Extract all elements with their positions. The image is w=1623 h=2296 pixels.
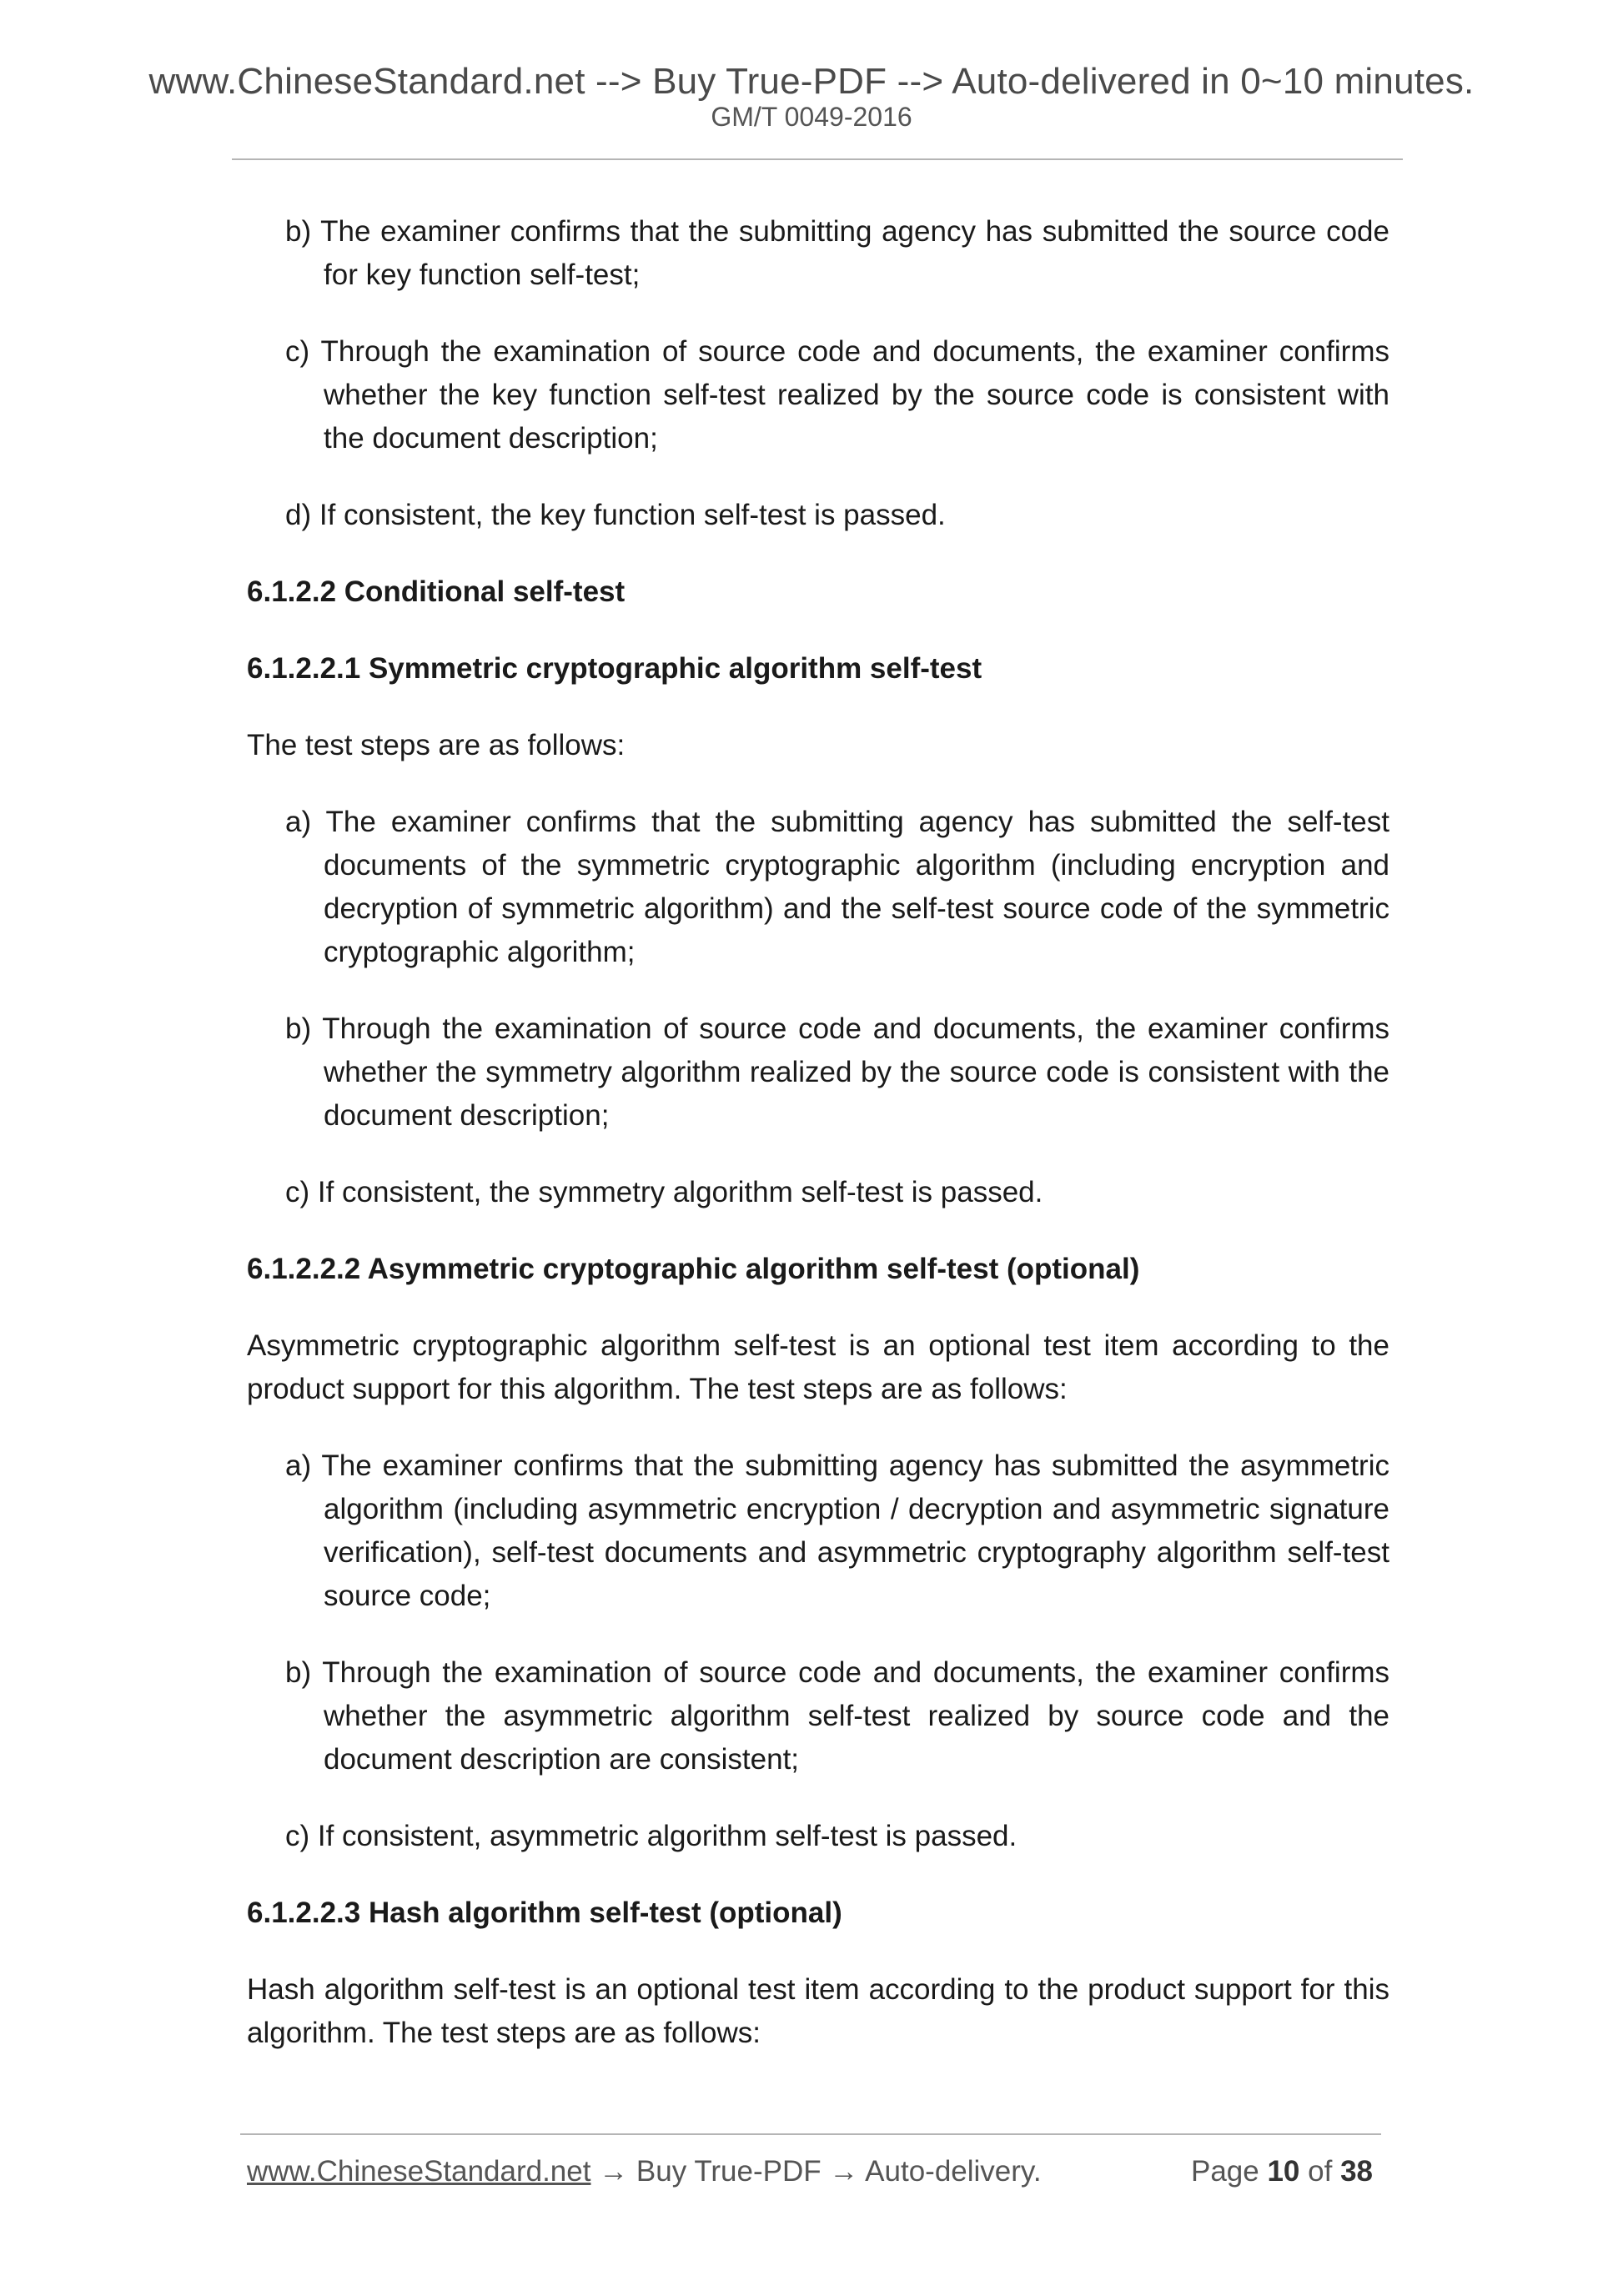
list-item: d) If consistent, the key function self-test is passed. [285,499,946,531]
page-indicator [1191,2155,1373,2188]
section-heading: 6.1.2.2.1 Symmetric cryptographic algorithm self-test [247,652,982,685]
document-number: GM/T 0049-2016 [711,102,912,132]
of-label: of [1308,2155,1333,2188]
list-item: a) The examiner confirms that the submitting agency has submitted the self-test documents of the symmetric cryptographic algorithm (including encryption and decryption of symmetric algorithm) and the self-test source code of the symmetric cryptographic algorithm; [285,806,1389,968]
list-item: c) If consistent, the symmetry algorithm self-test is passed. [285,1176,1043,1208]
section-heading: 6.1.2.2.2 Asymmetric cryptographic algorithm self-test (optional) [247,1253,1140,1285]
paragraph: The test steps are as follows: [247,729,626,761]
list-item: a) The examiner confirms that the submitting agency has submitted the asymmetric algorithm (including asymmetric encryption / decryption and asymmetric signature verification), self-test documents and asymmetric cryptography algorithm self-test source code; [285,1449,1389,1612]
footer-divider [240,2133,1381,2135]
list-item: c) If consistent, asymmetric algorithm self-test is passed. [285,1820,1018,1852]
page-number: 10 [1267,2155,1300,2188]
section-heading: 6.1.2.2 Conditional self-test [247,575,626,608]
header-divider [232,158,1403,160]
list-item: b) Through the examination of source code and documents, the examiner confirms whether the asymmetric algorithm self-test realized by source code and the document description are consistent; [285,1656,1389,1776]
footer-tail: Auto-delivery. [865,2155,1042,2188]
footer-promo [247,2155,1042,2188]
page-content [247,210,1389,2088]
header-banner: www.ChineseStandard.net --> Buy True-PDF --> Auto-delivered in 0~10 minutes. [148,61,1475,102]
page-label: Page [1190,2155,1259,2188]
section-heading: 6.1.2.2.3 Hash algorithm self-test (optional) [247,1897,842,1929]
footer-arrows: → Buy True-PDF → [590,2155,866,2188]
paragraph: Hash algorithm self-test is an optional test item according to the product support for this algorithm. The test steps are as follows: [247,1973,1389,2049]
page-total: 38 [1340,2155,1373,2188]
footer-link[interactable]: www.ChineseStandard.net [247,2155,591,2188]
list-item: c) Through the examination of source code and documents, the examiner confirms whether the key function self-test realized by the source code is consistent with the document description; [285,335,1389,455]
paragraph: Asymmetric cryptographic algorithm self-test is an optional test item according to the product support for this algorithm. The test steps are as follows: [247,1329,1389,1405]
list-item: b) The examiner confirms that the submitting agency has submitted the source code for key function self-test; [285,215,1389,291]
list-item: b) Through the examination of source code and documents, the examiner confirms whether the symmetry algorithm realized by the source code is consistent with the document description; [285,1012,1389,1132]
